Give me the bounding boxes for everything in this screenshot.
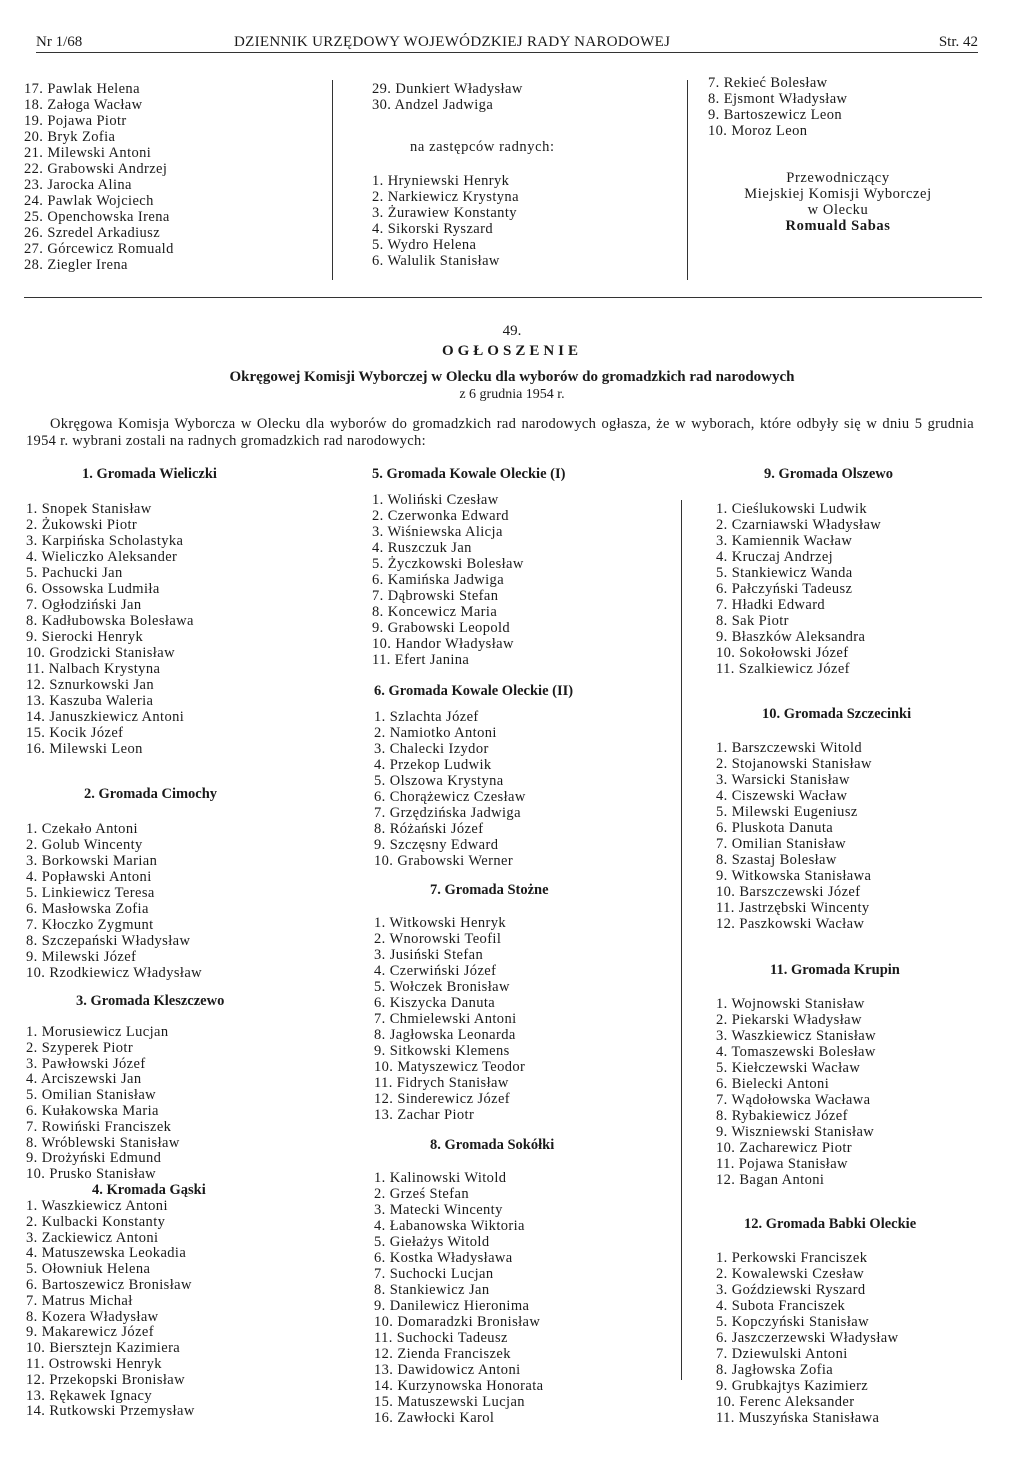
group-title: 5. Gromada Kowale Oleckie (I) xyxy=(372,466,566,482)
list-item: 8. Szastaj Bolesław xyxy=(716,852,837,868)
list-item: 10. Ferenc Aleksander xyxy=(716,1394,855,1410)
list-item: 21. Milewski Antoni xyxy=(24,145,152,161)
top-list-1 xyxy=(24,81,324,273)
list-item: 4. Ciszewski Wacław xyxy=(716,788,848,804)
group-block xyxy=(716,1216,1006,1426)
list-item: 1. Hryniewski Henryk xyxy=(372,173,510,189)
list-item: 2. Grześ Stefan xyxy=(374,1186,469,1202)
group-members xyxy=(26,1025,326,1183)
list-item: 9. Danilewicz Hieronima xyxy=(374,1298,530,1314)
list-item: 3. Chalecki Izydor xyxy=(374,741,489,757)
list-item: 5. Milewski Eugeniusz xyxy=(716,804,858,820)
group-block xyxy=(716,962,1006,1188)
list-item: 11. Nalbach Krystyna xyxy=(26,661,161,677)
list-item: 6. Walulik Stanisław xyxy=(372,253,500,269)
list-item: 7. Dąbrowski Stefan xyxy=(372,588,499,604)
list-item: 23. Jarocka Alina xyxy=(24,177,132,193)
list-item: 7. Matrus Michał xyxy=(26,1292,133,1309)
list-item: 7. Dziewulski Antoni xyxy=(716,1346,848,1362)
list-item: 9. Grubkajtys Kazimierz xyxy=(716,1378,869,1394)
list-item: 18. Załoga Wacław xyxy=(24,97,143,113)
list-item: 12. Paszkowski Wacław xyxy=(716,916,865,932)
group-title: 2. Gromada Cimochy xyxy=(84,786,218,802)
list-item: 2. Czerwonka Edward xyxy=(372,508,509,524)
list-item: 17. Pawlak Helena xyxy=(24,81,140,97)
list-item: 10. Zacharewicz Piotr xyxy=(716,1140,853,1156)
list-item: 5. Giełażys Witold xyxy=(374,1234,490,1250)
group-block xyxy=(26,993,326,1183)
list-item: 16. Zawłocki Karol xyxy=(374,1410,495,1426)
list-item: 1. Morusiewicz Lucjan xyxy=(26,1024,169,1040)
list-item: 9. Błaszków Aleksandra xyxy=(716,629,866,645)
list-item: 12. Sinderewicz Józef xyxy=(374,1091,511,1107)
list-item: 4. Tomaszewski Bolesław xyxy=(716,1044,876,1060)
list-item: 26. Szredel Arkadiusz xyxy=(24,225,161,241)
group-members xyxy=(716,996,1006,1188)
list-item: 5. Wołczek Bronisław xyxy=(374,979,510,995)
list-item: 7. Ogłodziński Jan xyxy=(26,597,142,613)
list-item: 3. Waszkiewicz Stanisław xyxy=(716,1028,876,1044)
list-item: 8. Rybakiewicz Józef xyxy=(716,1108,848,1124)
signature-block xyxy=(708,170,968,234)
list-item: 10. Matyszewicz Teodor xyxy=(374,1059,526,1075)
group-title: 7. Gromada Stożne xyxy=(430,882,549,898)
list-item: 19. Pojawa Piotr xyxy=(24,113,127,129)
list-item: 7. Kłoczko Zygmunt xyxy=(26,917,154,933)
list-item: 1. Waszkiewicz Antoni xyxy=(26,1198,168,1214)
list-item: 15. Kocik Józef xyxy=(26,725,124,741)
list-item: 9. Sitkowski Klemens xyxy=(374,1043,510,1059)
list-item: 8. Wróblewski Stanisław xyxy=(26,1134,180,1151)
list-item: 15. Matuszewski Lucjan xyxy=(374,1394,525,1410)
section-separator xyxy=(24,297,982,298)
deputies-heading: na zastępców radnych: xyxy=(410,139,555,155)
list-item: 4. Kruczaj Andrzej xyxy=(716,549,834,565)
list-item: 12. Przekopski Bronisław xyxy=(26,1371,186,1388)
announcement-number: 49. xyxy=(502,323,522,339)
list-item: 4. Popławski Antoni xyxy=(26,869,152,885)
list-item: 5. Wydro Helena xyxy=(372,237,477,253)
top-list-2b xyxy=(372,173,672,269)
list-item: 7. Rowiński Franciszek xyxy=(26,1118,172,1135)
list-item: 4. Matuszewska Leokadia xyxy=(26,1245,187,1262)
signature-name: Romuald Sabas xyxy=(785,218,891,234)
list-item: 14. Januszkiewicz Antoni xyxy=(26,709,185,725)
list-item: 7. Rekieć Bolesław xyxy=(708,75,828,91)
list-item: 4. Przekop Ludwik xyxy=(374,757,492,773)
list-item: 3. Kamiennik Wacław xyxy=(716,533,853,549)
list-item: 3. Warsicki Stanisław xyxy=(716,772,850,788)
list-item: 1. Cieślukowski Ludwik xyxy=(716,501,867,517)
list-item: 5. Omilian Stanisław xyxy=(26,1087,157,1104)
list-item: 9. Drożyński Edmund xyxy=(26,1150,162,1167)
list-item: 4. Łabanowska Wiktoria xyxy=(374,1218,525,1234)
group-block xyxy=(374,683,674,869)
list-item: 11. Muszyńska Stanisława xyxy=(716,1410,880,1426)
list-item: 24. Pawlak Wojciech xyxy=(24,193,154,209)
group-title: 3. Gromada Kleszczewo xyxy=(76,993,225,1009)
group-members xyxy=(716,501,1006,677)
list-item: 6. Jaszczerzewski Władysław xyxy=(716,1330,899,1346)
list-item: 6. Chorążewicz Czesław xyxy=(374,789,526,805)
list-item: 9. Milewski Józef xyxy=(26,949,137,965)
list-item: 8. Jagłowska Leonarda xyxy=(374,1027,516,1043)
group-title: 1. Gromada Wieliczki xyxy=(82,466,217,482)
list-item: 11. Suchocki Tadeusz xyxy=(374,1330,508,1346)
group-title: 11. Gromada Krupin xyxy=(770,962,900,978)
list-item: 6. Kamińska Jadwiga xyxy=(372,572,505,588)
list-item: 5. Stankiewicz Wanda xyxy=(716,565,853,581)
group-title: 8. Gromada Sokółki xyxy=(430,1137,555,1153)
group-title: 4. Kromada Gąski xyxy=(92,1182,206,1198)
list-item: 14. Rutkowski Przemysław xyxy=(26,1403,195,1420)
list-item: 6. Pałczyński Tadeusz xyxy=(716,581,853,597)
list-item: 2. Szyperek Piotr xyxy=(26,1039,134,1056)
list-item: 6. Pluskota Danuta xyxy=(716,820,834,836)
list-item: 27. Górcewicz Romuald xyxy=(24,241,174,257)
list-item: 8. Kozera Władysław xyxy=(26,1308,159,1325)
signature-line-2: Miejskiej Komisji Wyborczej xyxy=(744,186,932,202)
list-item: 29. Dunkiert Władysław xyxy=(372,81,523,97)
group-block xyxy=(26,786,326,981)
list-item: 9. Szczęsny Edward xyxy=(374,837,499,853)
list-item: 7. Hładki Edward xyxy=(716,597,826,613)
list-item: 13. Kaszuba Waleria xyxy=(26,693,154,709)
group-members xyxy=(26,501,326,757)
group-title: 12. Gromada Babki Oleckie xyxy=(744,1216,917,1232)
top-list-2a xyxy=(372,81,672,113)
list-item: 10. Prusko Stanisław xyxy=(26,1166,157,1183)
list-item: 3. Jusiński Stefan xyxy=(374,947,484,963)
list-item: 5. Kiełczewski Wacław xyxy=(716,1060,861,1076)
list-item: 10. Moroz Leon xyxy=(708,123,808,139)
header-rule xyxy=(36,52,978,53)
announcement-date: z 6 grudnia 1954 r. xyxy=(459,387,565,402)
group-title: 10. Gromada Szczecinki xyxy=(762,706,912,722)
list-item: 11. Pojawa Stanisław xyxy=(716,1156,848,1172)
list-item: 10. Bierszteјn Kazimiera xyxy=(26,1340,181,1357)
list-item: 10. Grodzicki Stanisław xyxy=(26,645,175,661)
list-item: 6. Kułakowska Maria xyxy=(26,1102,159,1119)
list-item: 8. Ejsmont Władysław xyxy=(708,91,848,107)
journal-title: DZIENNIK URZĘDOWY WOJEWÓDZKIEJ RADY NARODOWEJ xyxy=(234,34,671,50)
list-item: 1. Wojnowski Stanisław xyxy=(716,996,865,1012)
list-item: 10. Domaradzki Bronisław xyxy=(374,1314,541,1330)
page-number: Str. 42 xyxy=(938,34,978,50)
list-item: 11. Szalkiewicz Józef xyxy=(716,661,850,677)
list-item: 8. Stankiewicz Jan xyxy=(374,1282,490,1298)
list-item: 11. Efert Janina xyxy=(372,652,470,668)
list-item: 2. Żukowski Piotr xyxy=(26,517,138,533)
list-item: 2. Kulbacki Konstanty xyxy=(26,1213,166,1230)
list-item: 6. Masłowska Zofia xyxy=(26,901,149,917)
list-item: 12. Sznurkowski Jan xyxy=(26,677,155,693)
list-item: 12. Zienda Franciszek xyxy=(374,1346,511,1362)
top-divider-1 xyxy=(332,80,333,280)
list-item: 9. Grabowski Leopold xyxy=(372,620,511,636)
group-block xyxy=(374,1137,674,1426)
list-item: 8. Sak Piotr xyxy=(716,613,789,629)
list-item: 3. Pawłowski Józef xyxy=(26,1055,146,1072)
list-item: 9. Wiszniewski Stanisław xyxy=(716,1124,875,1140)
group-title: 6. Gromada Kowale Oleckie (II) xyxy=(374,683,574,699)
list-item: 10. Sokołowski Józef xyxy=(716,645,849,661)
list-item: 4. Czerwiński Józef xyxy=(374,963,497,979)
list-item: 1. Kalinowski Witold xyxy=(374,1170,507,1186)
list-item: 4. Ruszczuk Jan xyxy=(372,540,472,556)
list-item: 1. Witkowski Henryk xyxy=(374,915,507,931)
list-item: 7. Wądołowska Wacława xyxy=(716,1092,871,1108)
list-item: 10. Rzodkiewicz Władysław xyxy=(26,965,203,981)
list-item: 30. Andzel Jadwiga xyxy=(372,97,494,113)
list-item: 1. Barszczewski Witold xyxy=(716,740,863,756)
list-item: 3. Karpińska Scholastyka xyxy=(26,533,184,549)
list-item: 12. Bagan Antoni xyxy=(716,1172,825,1188)
group-members xyxy=(26,1199,326,1420)
list-item: 1. Woliński Czesław xyxy=(372,492,499,508)
announcement-title: OGŁOSZENIE xyxy=(441,343,583,359)
list-item: 13. Dawidowicz Antoni xyxy=(374,1362,521,1378)
list-item: 3. Wiśniewska Alicja xyxy=(372,524,503,540)
list-item: 5. Olszowa Krystyna xyxy=(374,773,504,789)
list-item: 4. Sikorski Ryszard xyxy=(372,221,494,237)
list-item: 7. Suchocki Lucjan xyxy=(374,1266,494,1282)
list-item: 4. Arciszewski Jan xyxy=(26,1071,142,1088)
top-column-2 xyxy=(372,81,672,269)
list-item: 7. Chmielewski Antoni xyxy=(374,1011,517,1027)
list-item: 11. Jastrzębski Wincenty xyxy=(716,900,870,916)
columns-divider-2 xyxy=(681,500,682,1380)
list-item: 2. Golub Wincenty xyxy=(26,837,143,853)
list-item: 22. Grabowski Andrzej xyxy=(24,161,168,177)
list-item: 4. Subota Franciszek xyxy=(716,1298,846,1314)
group-block xyxy=(716,706,1006,932)
list-item: 11. Ostrowski Henryk xyxy=(26,1355,162,1372)
group-members xyxy=(374,709,674,869)
list-item: 6. Bielecki Antoni xyxy=(716,1076,830,1092)
list-item: 2. Czarniawski Władysław xyxy=(716,517,882,533)
top-column-3 xyxy=(708,75,1008,234)
list-item: 9. Sierocki Henryk xyxy=(26,629,144,645)
list-item: 3. Matecki Wincenty xyxy=(374,1202,503,1218)
list-item: 3. Zackiewicz Antoni xyxy=(26,1229,159,1246)
group-block xyxy=(26,466,326,757)
list-item: 6. Ossowska Ludmiła xyxy=(26,581,160,597)
list-item: 8. Jagłowska Zofia xyxy=(716,1362,834,1378)
list-item: 9. Witkowska Stanisława xyxy=(716,868,872,884)
list-item: 2. Narkiewicz Krystyna xyxy=(372,189,519,205)
signature-line-3: w Olecku xyxy=(807,202,869,218)
group-members xyxy=(716,1250,1006,1426)
group-block xyxy=(716,466,1006,677)
group-block xyxy=(372,466,672,668)
list-item: 6. Kostka Władysława xyxy=(374,1250,513,1266)
list-item: 7. Grzędzińska Jadwiga xyxy=(374,805,521,821)
list-item: 28. Ziegler Irena xyxy=(24,257,128,273)
list-item: 5. Życzkowski Bolesław xyxy=(372,556,524,572)
group-title: 9. Gromada Olszewo xyxy=(764,466,894,482)
announcement-body: Okręgowa Komisja Wyborcza w Olecku dla wyborów do gromadzkich rad narodowych ogłasza, że w wyborach, które odbyły się w dniu 5 grudnia 1954 r. wybrani zostali na radnych gromadzkich rad narodowych: xyxy=(26,416,974,449)
list-item: 11. Fidrych Stanisław xyxy=(374,1075,509,1091)
list-item: 4. Wieliczko Aleksander xyxy=(26,549,178,565)
list-item: 8. Kadłubowska Bolesława xyxy=(26,613,194,629)
group-members xyxy=(372,492,672,668)
group-members xyxy=(716,740,1006,932)
group-members xyxy=(374,1170,674,1426)
list-item: 13. Zachar Piotr xyxy=(374,1107,475,1123)
list-item: 2. Piekarski Władysław xyxy=(716,1012,862,1028)
list-item: 2. Namiotko Antoni xyxy=(374,725,497,741)
list-item: 3. Żurawiew Konstanty xyxy=(372,205,517,221)
list-item: 2. Stojanowski Stanisław xyxy=(716,756,872,772)
list-item: 8. Szczepański Władysław xyxy=(26,933,191,949)
list-item: 3. Borkowski Marian xyxy=(26,853,158,869)
list-item: 2. Kowalewski Czesław xyxy=(716,1266,865,1282)
list-item: 10. Handor Władysław xyxy=(372,636,514,652)
group-members xyxy=(374,915,674,1123)
list-item: 5. Kopczyński Stanisław xyxy=(716,1314,869,1330)
announcement-subtitle: Okręgowej Komisji Wyborczej w Olecku dla wyborów do gromadzkich rad narodowych xyxy=(229,369,795,385)
group-block xyxy=(26,1182,326,1420)
list-item: 1. Perkowski Franciszek xyxy=(716,1250,868,1266)
list-item: 10. Grabowski Werner xyxy=(374,853,514,869)
list-item: 20. Bryk Zofia xyxy=(24,129,116,145)
issue-number: Nr 1/68 xyxy=(36,34,83,50)
list-item: 10. Barszczewski Józef xyxy=(716,884,861,900)
list-item: 8. Różański Józef xyxy=(374,821,484,837)
list-item: 5. Linkiewicz Teresa xyxy=(26,885,155,901)
list-item: 14. Kurzynowska Honorata xyxy=(374,1378,544,1394)
group-members xyxy=(26,821,326,981)
list-item: 2. Wnorowski Teofil xyxy=(374,931,502,947)
list-item: 25. Openchowska Irena xyxy=(24,209,170,225)
list-item: 1. Snopek Stanisław xyxy=(26,501,152,517)
list-item: 16. Milewski Leon xyxy=(26,741,143,757)
list-item: 1. Szlachta Józef xyxy=(374,709,479,725)
list-item: 9. Makarewicz Józef xyxy=(26,1324,154,1341)
list-item: 5. Ołowniuk Helena xyxy=(26,1261,151,1278)
list-item: 13. Rękawek Ignacy xyxy=(26,1387,152,1404)
list-item: 1. Czekało Antoni xyxy=(26,821,138,837)
signature-line-1: Przewodniczący xyxy=(786,170,890,186)
list-item: 6. Kiszycka Danuta xyxy=(374,995,496,1011)
group-block xyxy=(374,882,674,1123)
list-item: 5. Pachucki Jan xyxy=(26,565,123,581)
page-header xyxy=(36,34,978,56)
list-item: 8. Koncewicz Maria xyxy=(372,604,498,620)
top-divider-2 xyxy=(687,80,688,280)
list-item: 6. Bartoszewicz Bronisław xyxy=(26,1276,192,1293)
top-list-3 xyxy=(708,75,1008,139)
list-item: 9. Bartoszewicz Leon xyxy=(708,107,843,123)
list-item: 3. Goździewski Ryszard xyxy=(716,1282,866,1298)
list-item: 7. Omilian Stanisław xyxy=(716,836,847,852)
